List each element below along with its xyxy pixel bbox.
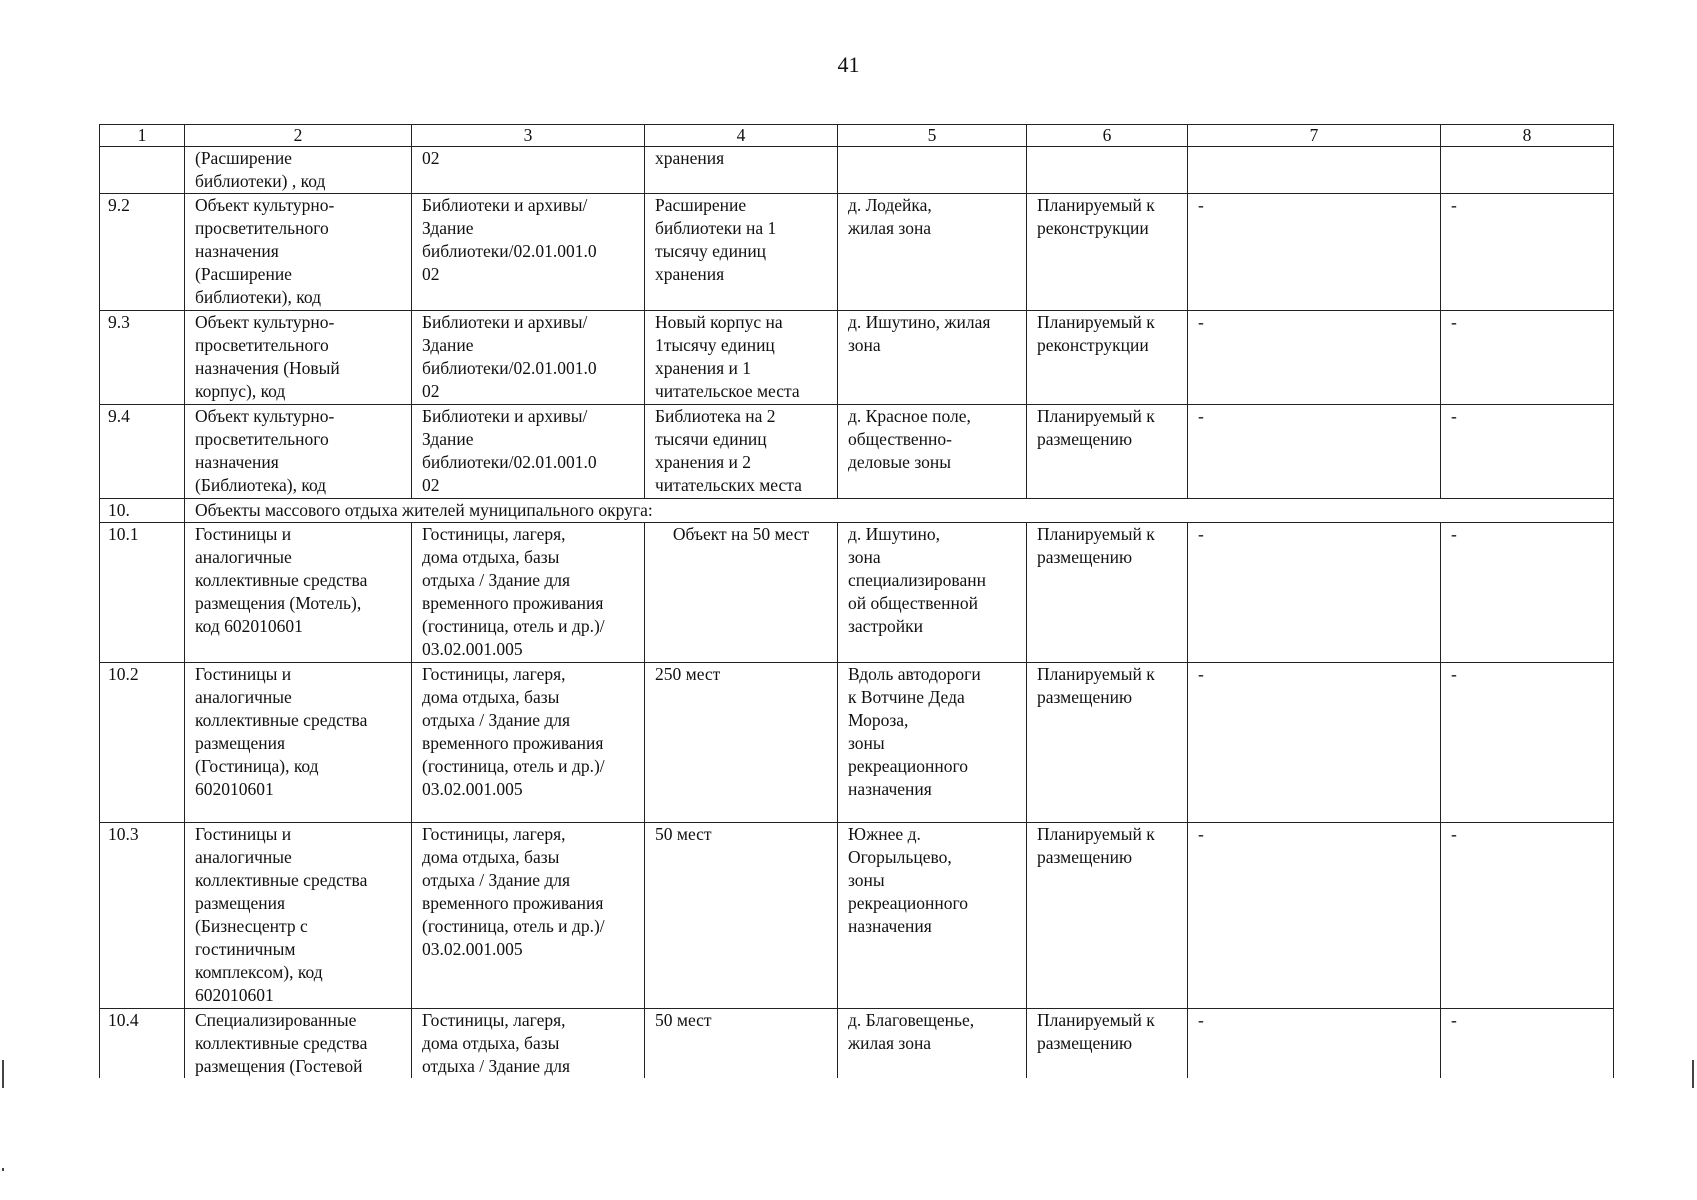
object-characteristics: Расширение библиотеки на 1 тысячу единиц хранения <box>645 194 838 311</box>
column-8-value: - <box>1441 823 1614 1009</box>
object-characteristics: Объект на 50 мест <box>645 523 838 663</box>
column-8-value: - <box>1441 663 1614 823</box>
object-characteristics: хранения <box>645 147 838 194</box>
object-characteristics: 250 мест <box>645 663 838 823</box>
column-number: 8 <box>1441 125 1614 147</box>
column-7-value: - <box>1188 823 1441 1009</box>
column-7-value: - <box>1188 311 1441 405</box>
object-type: Гостиницы, лагеря, дома отдыха, базы отдыха / Здание для временного проживания (гостиница, отель и др.)/ 03.02.001.005 <box>412 823 645 1009</box>
object-location: д. Лодейка, жилая зона <box>838 194 1027 311</box>
column-number: 1 <box>100 125 185 147</box>
section-title: Объекты массового отдыха жителей муниципального округа: <box>185 499 1614 523</box>
object-type: 02 <box>412 147 645 194</box>
object-location: д. Благовещенье, жилая зона <box>838 1009 1027 1079</box>
object-status: Планируемый к реконструкции <box>1027 311 1188 405</box>
object-name: Гостиницы и аналогичные коллективные средства размещения (Бизнесцентр с гостиничным комплексом), код 602010601 <box>185 823 412 1009</box>
row-number: 10.3 <box>100 823 185 1009</box>
object-type: Гостиницы, лагеря, дома отдыха, базы отдыха / Здание для <box>412 1009 645 1079</box>
object-status: Планируемый к размещению <box>1027 663 1188 823</box>
row-number: 9.3 <box>100 311 185 405</box>
object-status: Планируемый к размещению <box>1027 405 1188 499</box>
column-number: 4 <box>645 125 838 147</box>
column-number: 5 <box>838 125 1027 147</box>
object-location: д. Ишутино, жилая зона <box>838 311 1027 405</box>
column-7-value: - <box>1188 1009 1441 1079</box>
column-number: 3 <box>412 125 645 147</box>
table-body <box>100 125 1614 1079</box>
object-name: Объект культурно- просветительного назначения (Библиотека), код <box>185 405 412 499</box>
scan-edge-mark <box>2 1060 4 1088</box>
column-number: 7 <box>1188 125 1441 147</box>
table-row <box>100 523 1614 663</box>
object-status <box>1027 147 1188 194</box>
section-row <box>100 499 1614 523</box>
row-number <box>100 147 185 194</box>
section-number: 10. <box>100 499 185 523</box>
object-type: Библиотеки и архивы/ Здание библиотеки/02.01.001.0 02 <box>412 311 645 405</box>
row-number: 10.4 <box>100 1009 185 1079</box>
row-number: 10.1 <box>100 523 185 663</box>
object-location <box>838 147 1027 194</box>
object-characteristics: Библиотека на 2 тысячи единиц хранения и 2 читательских места <box>645 405 838 499</box>
object-characteristics: 50 мест <box>645 823 838 1009</box>
column-8-value: - <box>1441 523 1614 663</box>
column-number-row <box>100 125 1614 147</box>
object-type: Библиотеки и архивы/ Здание библиотеки/02.01.001.0 02 <box>412 194 645 311</box>
object-location: д. Красное поле, общественно- деловые зоны <box>838 405 1027 499</box>
column-7-value <box>1188 147 1441 194</box>
object-type: Библиотеки и архивы/ Здание библиотеки/02.01.001.0 02 <box>412 405 645 499</box>
object-name: Специализированные коллективные средства размещения (Гостевой <box>185 1009 412 1079</box>
table-row <box>100 147 1614 194</box>
row-number: 10.2 <box>100 663 185 823</box>
object-status: Планируемый к реконструкции <box>1027 194 1188 311</box>
planned-objects-table <box>99 124 1614 1078</box>
object-name: Гостиницы и аналогичные коллективные средства размещения (Мотель), код 602010601 <box>185 523 412 663</box>
table-row <box>100 663 1614 823</box>
column-7-value: - <box>1188 194 1441 311</box>
page-number: 41 <box>837 52 860 77</box>
column-7-value: - <box>1188 405 1441 499</box>
table-row <box>100 1009 1614 1079</box>
column-8-value <box>1441 147 1614 194</box>
column-8-value: - <box>1441 405 1614 499</box>
table-row <box>100 405 1614 499</box>
row-number: 9.2 <box>100 194 185 311</box>
object-type: Гостиницы, лагеря, дома отдыха, базы отдыха / Здание для временного проживания (гостиница, отель и др.)/ 03.02.001.005 <box>412 523 645 663</box>
object-status: Планируемый к размещению <box>1027 823 1188 1009</box>
object-location: д. Ишутино, зона специализированн ой общественной застройки <box>838 523 1027 663</box>
column-8-value: - <box>1441 194 1614 311</box>
table-row <box>100 194 1614 311</box>
column-7-value: - <box>1188 523 1441 663</box>
object-name: Объект культурно- просветительного назначения (Расширение библиотеки), код <box>185 194 412 311</box>
object-status: Планируемый к размещению <box>1027 523 1188 663</box>
object-type: Гостиницы, лагеря, дома отдыха, базы отдыха / Здание для временного проживания (гостиница, отель и др.)/ 03.02.001.005 <box>412 663 645 823</box>
table-row <box>100 311 1614 405</box>
object-location: Вдоль автодороги к Вотчине Деда Мороза, зоны рекреационного назначения <box>838 663 1027 823</box>
object-name: Объект культурно- просветительного назначения (Новый корпус), код <box>185 311 412 405</box>
column-7-value: - <box>1188 663 1441 823</box>
object-name: (Расширение библиотеки) , код <box>185 147 412 194</box>
column-8-value: - <box>1441 311 1614 405</box>
column-number: 6 <box>1027 125 1188 147</box>
object-status: Планируемый к размещению <box>1027 1009 1188 1079</box>
object-characteristics: 50 мест <box>645 1009 838 1079</box>
column-8-value: - <box>1441 1009 1614 1079</box>
object-characteristics: Новый корпус на 1тысячу единиц хранения и 1 читательское места <box>645 311 838 405</box>
scan-edge-mark <box>2 1168 4 1171</box>
table-row <box>100 823 1614 1009</box>
object-name: Гостиницы и аналогичные коллективные средства размещения (Гостиница), код 602010601 <box>185 663 412 823</box>
column-number: 2 <box>185 125 412 147</box>
scan-edge-mark <box>1692 1060 1694 1088</box>
row-number: 9.4 <box>100 405 185 499</box>
object-location: Южнее д. Огорыльцево, зоны рекреационного назначения <box>838 823 1027 1009</box>
